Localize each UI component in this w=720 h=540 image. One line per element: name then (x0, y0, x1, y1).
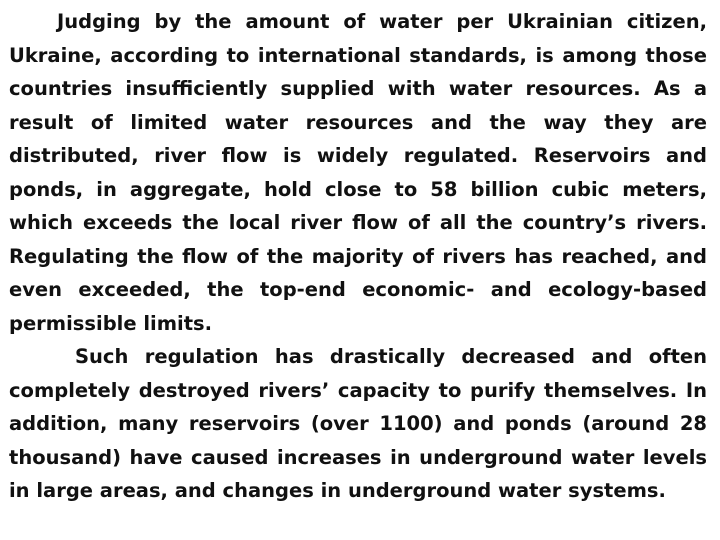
paragraph-water-supply: Judging by the amount of water per Ukrainian citizen, Ukraine, according to international standards, is among those countries insufficiently supplied with water resources. As a result of limited water resources and the way they are distributed, river flow is widely regulated. Reservoirs and ponds, in aggregate, hold close to 58 billion cubic meters, which exceeds the local river flow of all the country’s rivers. Regulating the flow of the majority of rivers has reached, and even exceeded, the top-end economic- and ecology-based permissible limits. (9, 10, 707, 335)
paragraph-regulation-effects: Such regulation has drastically decreased and often completely destroyed rivers’ capacity to purify themselves. In addition, many reservoirs (over 1100) and ponds (around 28 thousand) have caused increases in underground water levels in large areas, and changes in underground water systems. (9, 345, 707, 502)
document-body (9, 5, 707, 508)
